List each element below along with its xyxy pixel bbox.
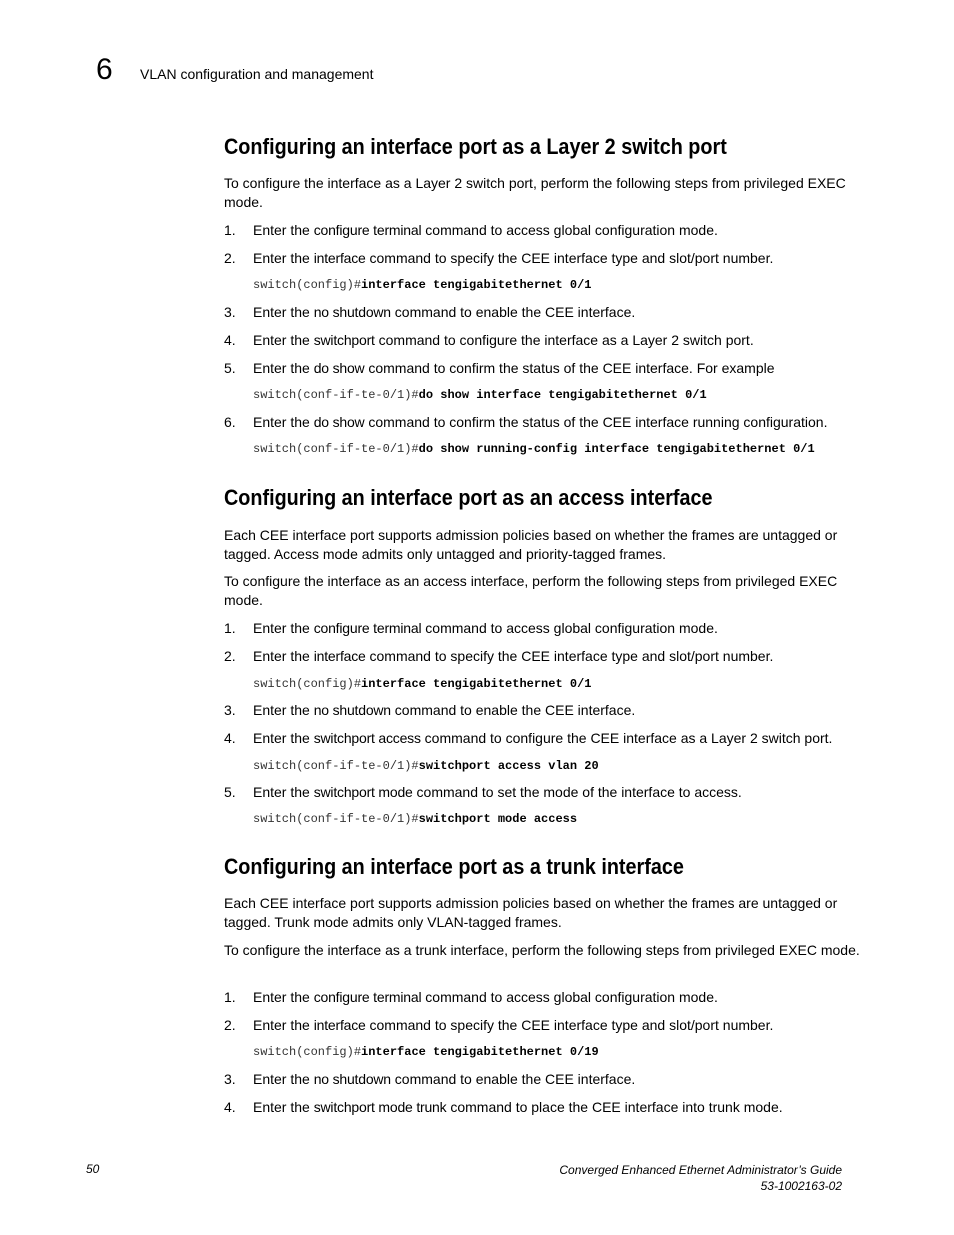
step-text: Enter the — [253, 250, 314, 266]
section-paragraph: To configure the interface as a trunk interface, perform the following steps from privileged EXEC mode. — [224, 942, 860, 958]
step-text: command to confirm the status of the CEE interface. For example — [364, 360, 775, 376]
step-text: command to access global configuration mode. — [421, 989, 718, 1005]
step-item — [224, 729, 832, 748]
step-text: command to specify the CEE interface type and slot/port number. — [365, 250, 774, 266]
step-text: Enter the — [253, 648, 314, 664]
step-item — [224, 221, 718, 240]
step-text: Enter the — [253, 304, 314, 320]
step-number: 2. — [224, 250, 236, 266]
step-item — [224, 1070, 635, 1089]
page-number: 50 — [86, 1162, 100, 1176]
step-text: Enter the — [253, 784, 314, 800]
step-text: Enter the — [253, 1017, 314, 1033]
step-text: command to configure the interface as a Layer 2 switch port. — [374, 332, 754, 348]
command-keyword: no shutdown — [313, 304, 391, 320]
step-item — [224, 783, 742, 802]
command-keyword: no shutdown — [313, 1071, 391, 1087]
step-text: Enter the — [253, 989, 314, 1005]
section-intro: To configure the interface as a Layer 2 switch port, perform the following steps from privileged EXEC mode. — [224, 175, 846, 210]
command-keyword: do show — [313, 360, 365, 376]
section-heading-layer2: Configuring an interface port as a Layer 2 switch port — [224, 134, 727, 159]
step-number: 2. — [224, 648, 236, 664]
code-prompt: switch(conf-if-te-0/1)# — [253, 812, 419, 826]
code-command: switchport access vlan 20 — [418, 759, 599, 773]
step-item — [224, 359, 775, 378]
code-prompt: switch(config)# — [253, 677, 362, 691]
step-item — [224, 249, 773, 268]
step-number: 3. — [224, 1071, 236, 1087]
footer-doc-info — [559, 1162, 842, 1194]
code-command: do show interface tengigabitethernet 0/1 — [418, 388, 707, 402]
command-keyword: switchport mode trunk — [313, 1099, 447, 1115]
step-text: command to enable the CEE interface. — [390, 304, 636, 320]
step-number: 3. — [224, 702, 236, 718]
code-prompt: switch(conf-if-te-0/1)# — [253, 442, 419, 456]
command-keyword: interface — [313, 1017, 366, 1033]
code-prompt: switch(conf-if-te-0/1)# — [253, 759, 419, 773]
section-heading-access: Configuring an interface port as an access interface — [224, 485, 713, 510]
code-line — [224, 1044, 599, 1060]
command-keyword: interface — [313, 648, 366, 664]
step-text: command to specify the CEE interface type and slot/port number. — [365, 1017, 774, 1033]
step-item — [224, 647, 773, 666]
step-item — [224, 413, 827, 432]
section-heading-trunk: Configuring an interface port as a trunk interface — [224, 854, 684, 879]
command-keyword: switchport mode — [313, 784, 413, 800]
command-keyword: switchport access — [313, 730, 421, 746]
code-command: switchport mode access — [418, 812, 578, 826]
step-text: command to configure the CEE interface as a Layer 2 switch port. — [420, 730, 833, 746]
code-command: interface tengigabitethernet 0/1 — [361, 677, 592, 691]
code-prompt: switch(conf-if-te-0/1)# — [253, 388, 419, 402]
code-line — [224, 676, 591, 692]
command-keyword: switchport — [313, 332, 375, 348]
code-line — [224, 387, 707, 403]
step-number: 5. — [224, 360, 236, 376]
step-text: command to confirm the status of the CEE interface running configuration. — [364, 414, 828, 430]
step-text: command to place the CEE interface into trunk mode. — [446, 1099, 783, 1115]
step-number: 2. — [224, 1017, 236, 1033]
code-line — [224, 441, 815, 457]
step-number: 1. — [224, 620, 236, 636]
command-keyword: configure terminal — [313, 222, 422, 238]
doc-number: 53-1002163-02 — [760, 1179, 842, 1193]
code-prompt: switch(config)# — [253, 1045, 362, 1059]
step-text: command to set the mode of the interface to access. — [412, 784, 742, 800]
section-paragraph: To configure the interface as an access interface, perform the following steps from privileged EXEC mode. — [224, 573, 838, 608]
command-keyword: configure terminal — [313, 989, 422, 1005]
section-paragraph: Each CEE interface port supports admission policies based on whether the frames are untagged or tagged. Trunk mode admits only VLAN-tagged frames. — [224, 895, 838, 930]
section-paragraph: Each CEE interface port supports admission policies based on whether the frames are untagged or tagged. Access mode admits only untagged and priority-tagged frames. — [224, 527, 838, 562]
step-item — [224, 1098, 783, 1117]
code-line — [224, 758, 599, 774]
command-keyword: no shutdown — [313, 702, 391, 718]
code-command: do show running-config interface tengigabitethernet 0/1 — [418, 442, 815, 456]
step-text: Enter the — [253, 702, 314, 718]
step-text: Enter the — [253, 360, 314, 376]
code-line — [224, 811, 577, 827]
command-keyword: configure terminal — [313, 620, 422, 636]
step-item — [224, 701, 635, 720]
step-item — [224, 619, 718, 638]
step-number: 4. — [224, 332, 236, 348]
step-item — [224, 1016, 773, 1035]
step-text: Enter the — [253, 222, 314, 238]
step-number: 5. — [224, 784, 236, 800]
command-keyword: interface — [313, 250, 366, 266]
step-text: Enter the — [253, 332, 314, 348]
step-number: 1. — [224, 222, 236, 238]
step-number: 6. — [224, 414, 236, 430]
code-command: interface tengigabitethernet 0/19 — [361, 1045, 599, 1059]
step-number: 4. — [224, 1099, 236, 1115]
code-prompt: switch(config)# — [253, 278, 362, 292]
step-text: Enter the — [253, 620, 314, 636]
step-text: Enter the — [253, 1099, 314, 1115]
command-keyword: do show — [313, 414, 365, 430]
doc-title: Converged Enhanced Ethernet Administrator’s Guide — [559, 1163, 842, 1177]
step-item — [224, 331, 754, 350]
step-text: command to access global configuration mode. — [421, 620, 718, 636]
step-text: command to access global configuration mode. — [421, 222, 718, 238]
step-text: Enter the — [253, 414, 314, 430]
step-text: command to specify the CEE interface type and slot/port number. — [365, 648, 774, 664]
step-item — [224, 988, 718, 1007]
step-number: 1. — [224, 989, 236, 1005]
step-number: 3. — [224, 304, 236, 320]
chapter-title: VLAN configuration and management — [140, 66, 374, 82]
step-text: command to enable the CEE interface. — [390, 702, 636, 718]
step-text: Enter the — [253, 1071, 314, 1087]
chapter-number: 6 — [96, 53, 113, 86]
step-number: 4. — [224, 730, 236, 746]
step-text: command to enable the CEE interface. — [390, 1071, 636, 1087]
step-text: Enter the — [253, 730, 314, 746]
code-line — [224, 277, 591, 293]
code-command: interface tengigabitethernet 0/1 — [361, 278, 592, 292]
step-item — [224, 303, 635, 322]
